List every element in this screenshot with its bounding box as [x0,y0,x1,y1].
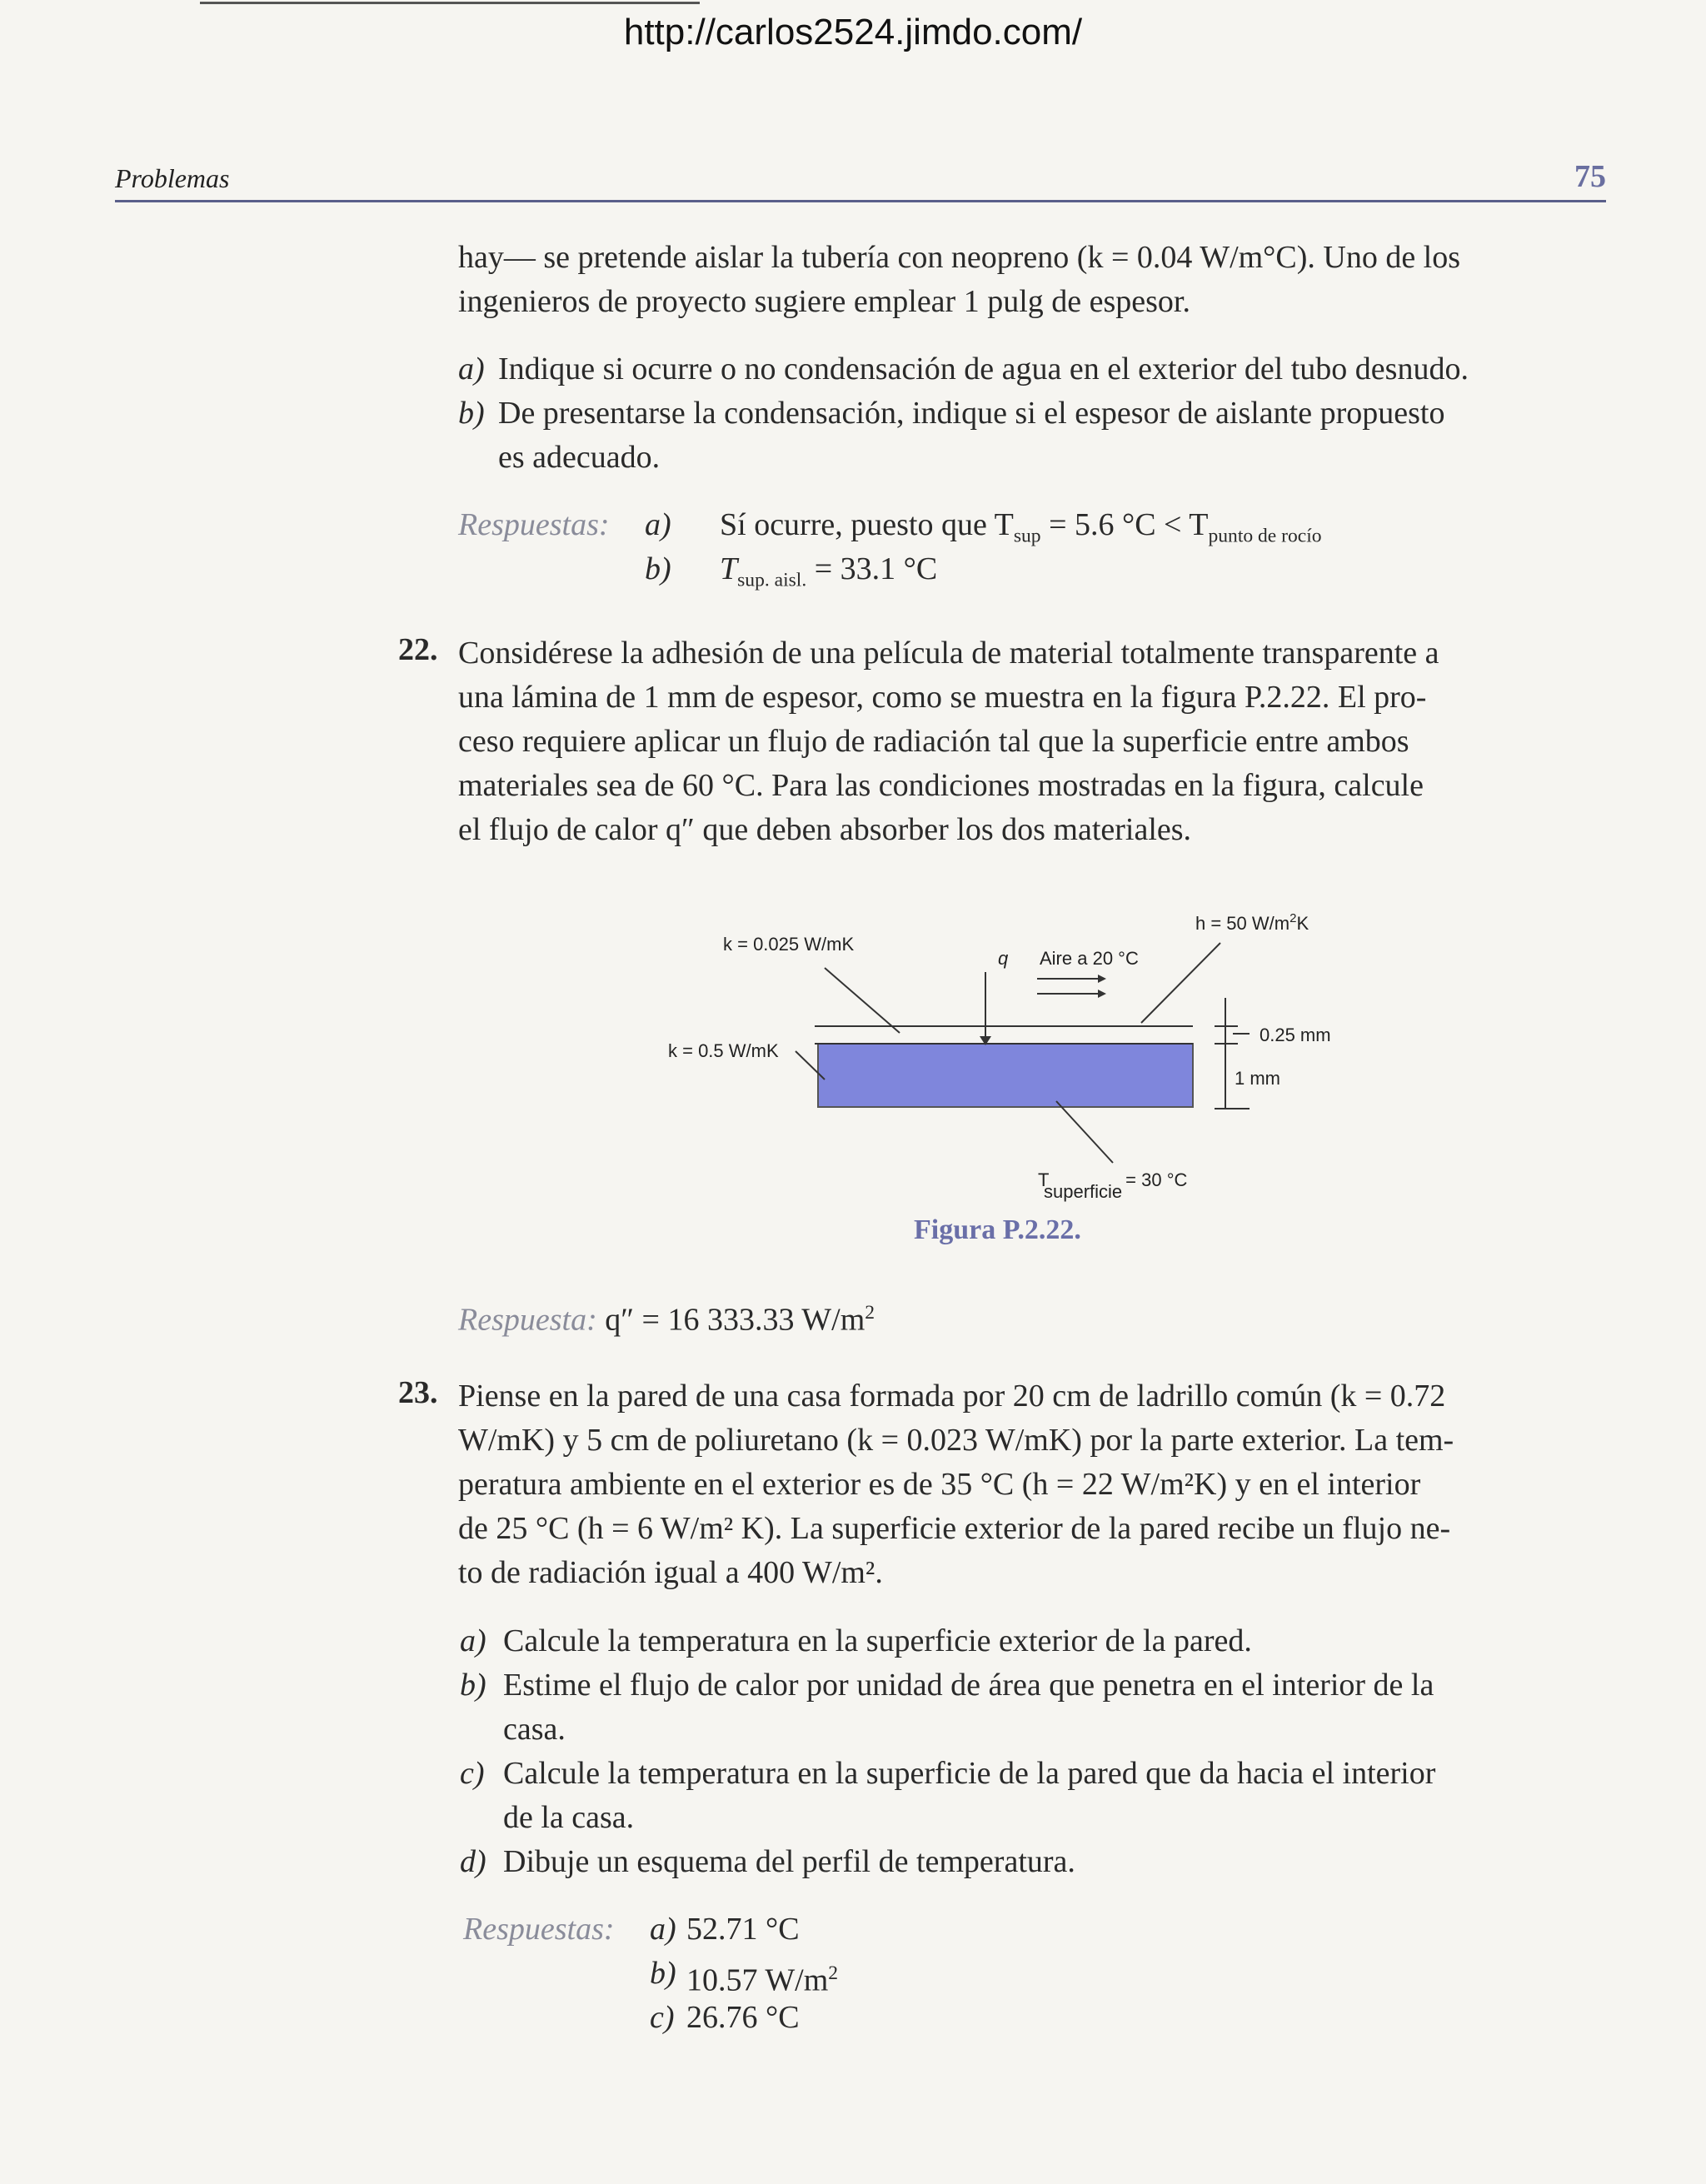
q-label: q [998,948,1009,969]
air-arrow-2-head [1098,990,1106,998]
running-header [115,158,1606,202]
problem-22-line-4: materiales sea de 60 °C. Para las condiciones mostradas en la figura, calcule [458,768,1424,803]
item-21b-letter: b) [458,396,485,431]
answer-23a-letter: a) [650,1912,676,1947]
answer-23c-value: 26.76 °C [686,2000,800,2035]
problem-22-line-3: ceso requiere aplicar un flujo de radiación tal que la superficie entre ambos [458,724,1409,759]
source-url[interactable]: http://carlos2524.jimdo.com/ [623,12,1083,52]
problem-23-line-1: Piense en la pared de una casa formada por 20 cm de ladrillo común (k = 0.72 [458,1379,1446,1414]
answer-23b-letter: b) [650,1956,676,1991]
answers-23-label: Respuestas: [463,1912,615,1947]
answers-21-label: Respuestas: [458,507,610,542]
scan-top-rule [200,2,700,4]
item-23a-letter: a) [460,1623,486,1658]
intro-line-1: hay— se pretende aislar la tubería con neopreno (k = 0.04 W/m°C). Uno de los [458,240,1461,275]
item-23d-letter: d) [460,1844,486,1879]
item-21a-text: Indique si ocurre o no condensación de agua en el exterior del tubo desnudo. [498,352,1469,386]
sheet-thickness-label: 1 mm [1235,1068,1280,1089]
item-21b-cont: es adecuado. [498,440,661,475]
item-23c-cont: de la casa. [503,1800,635,1835]
problem-22-line-5: el flujo de calor q″ que deben absorber los dos materiales. [458,812,1192,847]
answer-21a-letter: a) [645,507,671,542]
problem-22-line-2: una lámina de 1 mm de espesor, como se muestra en la figura P.2.22. El pro- [458,680,1427,715]
item-23a-text: Calcule la temperatura en la superficie exterior de la pared. [503,1623,1252,1658]
item-21a-letter: a) [458,352,485,386]
air-arrow-1-head [1098,975,1106,983]
problem-22-number: 22. [398,632,438,667]
answer-23c-letter: c) [650,2000,675,2035]
k-sheet-label: k = 0.5 W/mK [668,1040,779,1061]
h-label: h = 50 $W/m^2K$ [1195,911,1309,934]
item-23b-letter: b) [460,1668,486,1703]
answer-21b-text: $T_{sup. aisl.} = 33.1$ °C [720,551,938,591]
film-thickness-label: 0.25 mm [1260,1025,1331,1045]
q-arrow-head [980,1036,991,1045]
answer-23a-value: 52.71 °C [686,1912,800,1947]
answer-21b-letter: b) [645,551,671,586]
item-21b-text: De presentarse la condensación, indique si el espesor de aislante propuesto [498,396,1445,431]
k-film-label: k = 0.025 W/mK [723,934,855,955]
intro-line-2: ingenieros de proyecto sugiere emplear 1 pulg de espesor. [458,284,1190,319]
t-surface-label: T superficie= 30 °C [1038,1169,1188,1202]
answer-23b-value: 10.57 $W/m^2$ [686,1962,839,1998]
problem-23-line-5: to de radiación igual a 400 W/m². [458,1555,883,1590]
running-title: Problemas [115,163,230,193]
item-23b-cont: casa. [503,1712,566,1747]
k-sheet-leader [796,1051,825,1080]
sheet-layer [818,1044,1193,1107]
item-23d-text: Dibuje un esquema del perfil de temperatura. [503,1844,1075,1879]
t-surface-leader [1056,1101,1113,1163]
item-23c-letter: c) [460,1756,485,1791]
air-label: Aire a 20 °C [1040,948,1139,969]
problem-23-line-4: de 25 °C (h = 6 W/m² K). La superficie exterior de la pared recibe un flujo ne- [458,1511,1451,1546]
k-film-leader [825,968,900,1033]
item-23c-text: Calcule la temperatura en la superficie de la pared que da hacia el interior [503,1756,1436,1791]
answer-22: Respuesta: q″ = 16 333.33 $W/m^2$ [458,1302,875,1338]
page-number: 75 [1574,159,1606,194]
figure-caption: Figura P.2.22. [914,1214,1081,1245]
problem-23-line-3: peratura ambiente en el exterior es de 35 °C (h = 22 W/m²K) y en el interior [458,1467,1421,1502]
problem-22-line-1: Considérese la adhesión de una película de material totalmente transparente a [458,636,1439,671]
h-leader [1141,943,1220,1023]
problem-23-number: 23. [398,1375,438,1410]
item-23b-text: Estime el flujo de calor por unidad de área que penetra en el interior de la [503,1668,1434,1703]
answer-21a-text: Sí ocurre, puesto que $T_{sup} = 5.6$ $^\circ C < T_{punto de rocío}$ [720,507,1322,547]
problem-23-line-2: W/mK) y 5 cm de poliuretano (k = 0.023 W/mK) por la parte exterior. La tem- [458,1423,1454,1458]
